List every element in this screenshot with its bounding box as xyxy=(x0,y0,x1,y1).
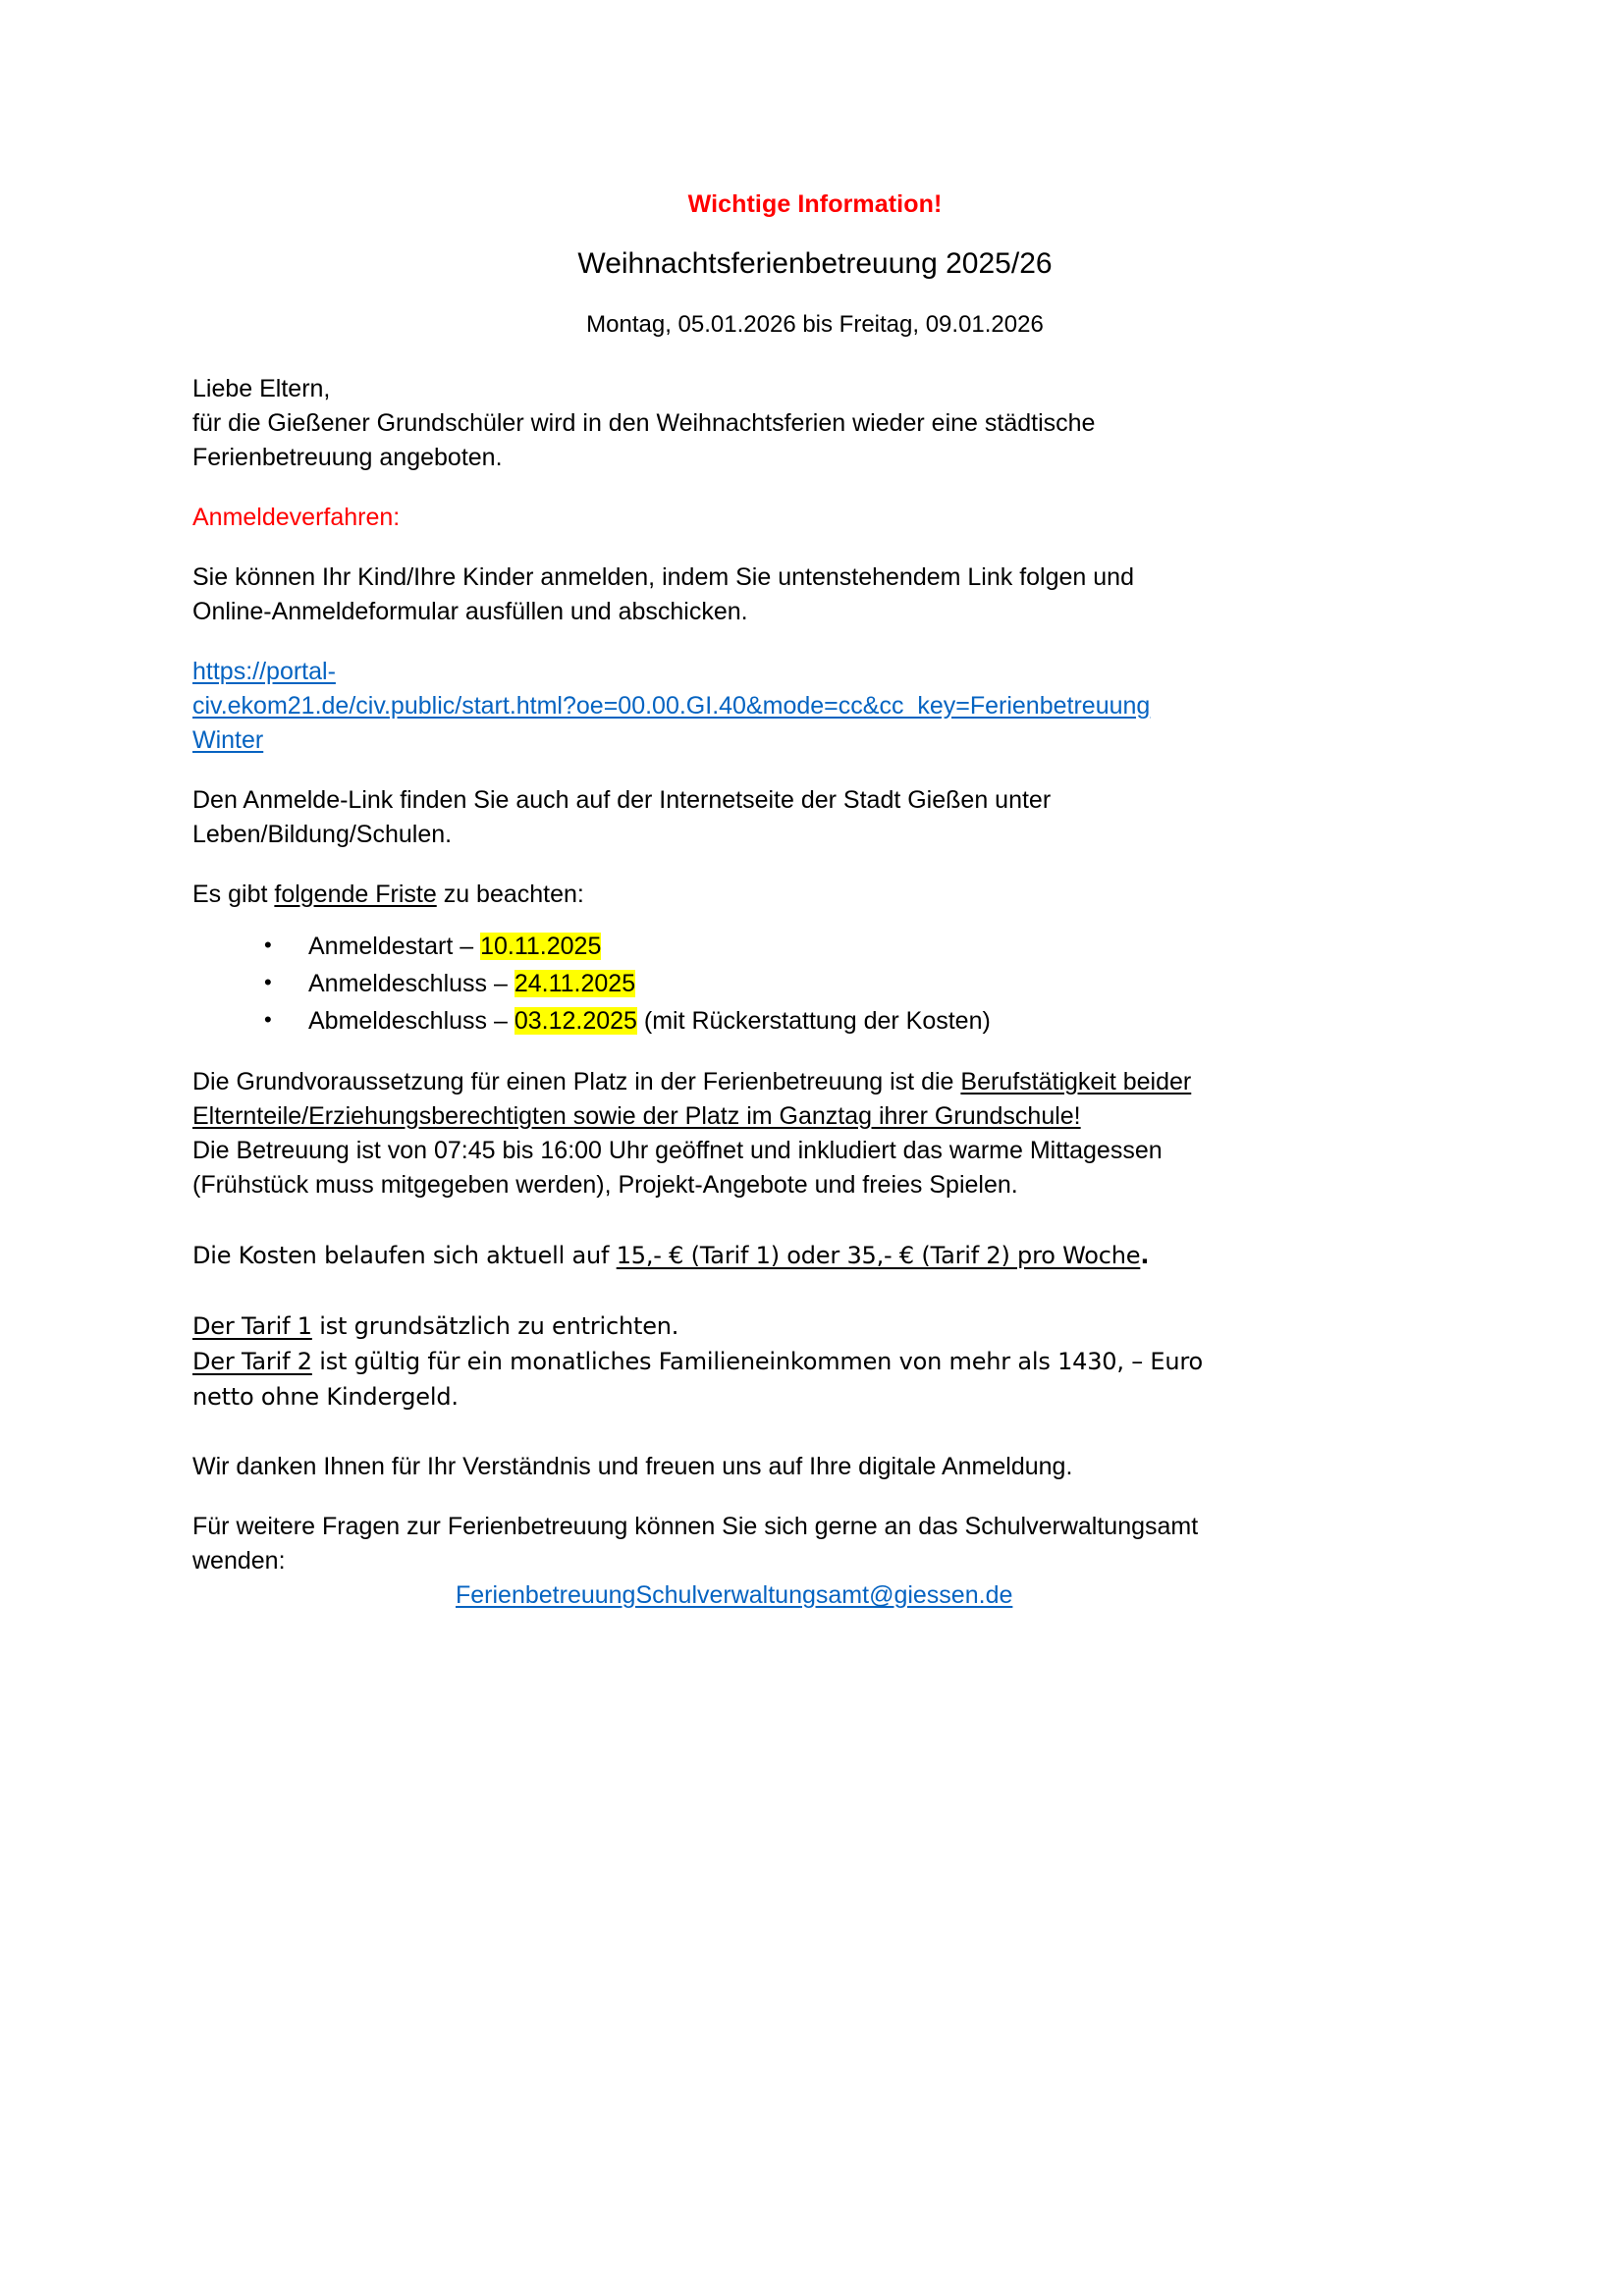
opening-hours-line-1: Die Betreuung ist von 07:45 bis 16:00 Uhr geöffnet und inkludiert das warme Mittagessen xyxy=(192,1137,1163,1164)
deadline-label: Abmeldeschluss – xyxy=(308,1007,514,1035)
spacer xyxy=(192,629,1437,655)
list-item xyxy=(192,965,1437,1002)
portal-link-part-3: Winter xyxy=(192,726,264,754)
tarif-1-statement xyxy=(192,1308,1437,1344)
schulverwaltungsamt-email-link[interactable]: FerienbetreuungSchulverwaltungsamt@giessen.de xyxy=(456,1581,1013,1609)
deadlines-list xyxy=(192,928,1437,1040)
spacer xyxy=(192,758,1437,783)
email-paragraph xyxy=(192,1578,1437,1613)
intro-paragraph-line-2: Ferienbetreuung angeboten. xyxy=(192,444,503,471)
deadline-suffix: (mit Rückerstattung der Kosten) xyxy=(636,1007,991,1035)
spacer xyxy=(192,1273,1437,1308)
deadline-date-highlight: 24.11.2025 xyxy=(514,970,636,997)
spacer xyxy=(192,1202,1437,1238)
tarif-2-description-line-1: ist gültig für ein monatliches Familieneinkommen von mehr als 1430, – Euro xyxy=(311,1348,1204,1375)
tarif-2-label: Der Tarif 2 xyxy=(192,1348,312,1375)
thanks-paragraph: Wir danken Ihnen für Ihr Verständnis und freuen uns auf Ihre digitale Anmeldung. xyxy=(192,1453,1073,1480)
portal-link-part-1: https://portal- xyxy=(192,658,336,685)
contact-line-1: Für weitere Fragen zur Ferienbetreuung können Sie sich gerne an das Schulverwaltungsamt xyxy=(192,1513,1199,1540)
portal-link-part-2: civ.ekom21.de/civ.public/start.html?oe=00.00.GI.40&mode=cc&cc_key=Ferienbetreuung xyxy=(192,692,1151,720)
requirement-line-1 xyxy=(192,1065,1437,1099)
costs-prefix: Die Kosten belaufen sich aktuell auf xyxy=(192,1242,617,1269)
deadlines-intro xyxy=(192,878,1437,912)
requirement-underlined-1: Berufstätigkeit beider xyxy=(960,1068,1192,1095)
deadlines-intro-underlined: folgende Friste xyxy=(274,881,437,908)
spacer xyxy=(192,1415,1437,1450)
list-item xyxy=(192,1002,1437,1040)
spacer xyxy=(192,912,1437,928)
contact-line-2: wenden: xyxy=(192,1547,286,1575)
deadlines-intro-before: Es gibt xyxy=(192,881,275,908)
salutation: Liebe Eltern, xyxy=(192,375,331,402)
registration-instructions-line-2: Online-Anmeldeformular ausfüllen und abschicken. xyxy=(192,598,748,625)
costs-suffix: . xyxy=(1140,1242,1150,1269)
registration-portal-link[interactable] xyxy=(192,658,1150,754)
spacer xyxy=(192,852,1437,878)
costs-statement xyxy=(192,1238,1437,1273)
deadlines-intro-after: zu beachten: xyxy=(436,881,584,908)
tarif-2-description-line-2: netto ohne Kindergeld. xyxy=(192,1383,459,1411)
spacer xyxy=(192,535,1437,561)
website-hint-line-1: Den Anmelde-Link finden Sie auch auf der Internetseite der Stadt Gießen unter xyxy=(192,786,1052,814)
date-range-subtitle: Montag, 05.01.2026 bis Freitag, 09.01.2026 xyxy=(586,311,1044,338)
costs-amounts-underlined: 15,- € (Tarif 1) oder 35,- € (Tarif 2) pro Woche xyxy=(616,1242,1141,1269)
tarif-1-label: Der Tarif 1 xyxy=(192,1312,312,1340)
spacer xyxy=(192,337,1437,372)
requirement-plain-start: Die Grundvoraussetzung für einen Platz in der Ferienbetreuung ist die xyxy=(192,1068,961,1095)
deadline-label: Anmeldestart – xyxy=(308,933,481,960)
list-item xyxy=(192,928,1437,965)
deadline-date-highlight: 03.12.2025 xyxy=(514,1007,637,1035)
page-title: Weihnachtsferienbetreuung 2025/26 xyxy=(577,247,1053,280)
opening-hours-line-2: (Frühstück muss mitgegeben werden), Projekt-Angebote und freies Spielen. xyxy=(192,1171,1018,1199)
deadline-label: Anmeldeschluss – xyxy=(308,970,514,997)
important-notice-heading: Wichtige Information! xyxy=(687,190,943,218)
portal-link-paragraph xyxy=(192,655,1437,758)
document-content xyxy=(192,0,1437,1613)
spacer xyxy=(192,475,1437,501)
deadline-date-highlight: 10.11.2025 xyxy=(480,933,602,960)
website-hint-line-2: Leben/Bildung/Schulen. xyxy=(192,821,453,848)
section-heading-anmeldeverfahren: Anmeldeverfahren: xyxy=(192,504,401,531)
registration-instructions-line-1: Sie können Ihr Kind/Ihre Kinder anmelden, indem Sie untenstehendem Link folgen und xyxy=(192,563,1134,591)
tarif-2-statement xyxy=(192,1344,1437,1379)
requirement-underlined-2: Elternteile/Erziehungsberechtigten sowie der Platz im Ganztag ihrer Grundschule! xyxy=(192,1102,1081,1130)
spacer xyxy=(192,1484,1437,1510)
tarif-1-description: ist grundsätzlich zu entrichten. xyxy=(311,1312,679,1340)
intro-paragraph-line-1: für die Gießener Grundschüler wird in den Weihnachtsferien wieder eine städtische xyxy=(192,409,1096,437)
spacer xyxy=(192,1040,1437,1065)
